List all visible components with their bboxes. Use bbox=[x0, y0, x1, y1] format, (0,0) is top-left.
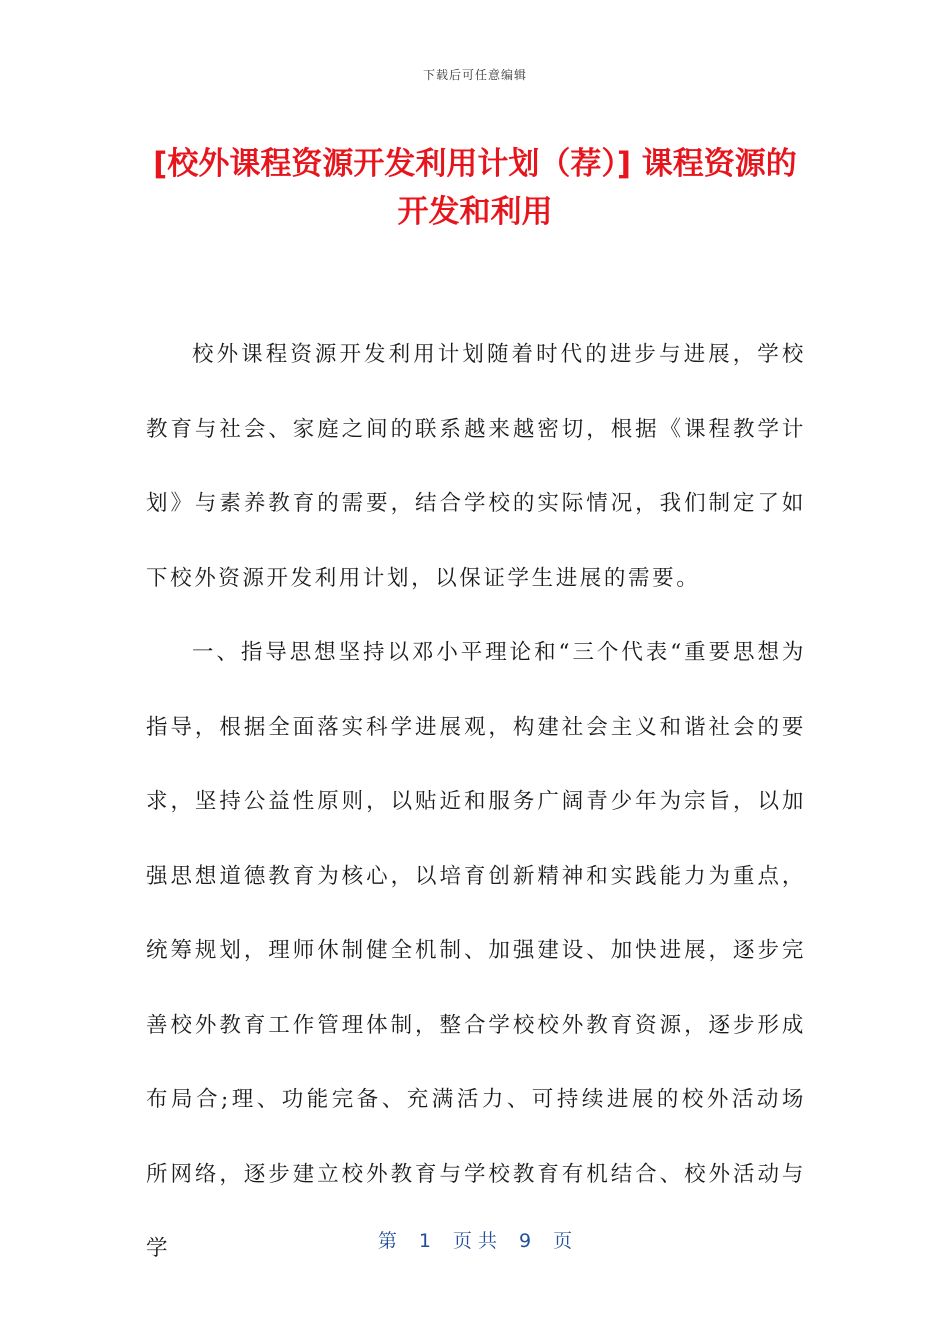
paragraph-guiding-ideology: 一、指导思想坚持以邓小平理论和“三个代表“重要思想为指导，根据全面落实科学进展观，构建社会主义和谐社会的要求，坚持公益性原则，以贴近和服务广阔青少年为宗旨，以加强思想道德教育为核心，以培育创新精神和实践能力为重点，统筹规划，理师休制健全机制、加强建设、加快进展，逐步完善校外教育工作管理体制，整合学校校外教育资源，逐步形成布局合;理、功能完备、充满活力、可持续进展的校外活动场所网络，逐步建立校外教育与学校教育有机结合、校外活动与学 bbox=[146, 640, 806, 1261]
footer-prefix: 第 bbox=[377, 1230, 397, 1252]
header-note: 下载后可任意编辑 bbox=[422, 68, 527, 82]
document-body bbox=[146, 318, 806, 1287]
footer-suffix: 页 bbox=[553, 1230, 573, 1252]
page-footer bbox=[0, 1226, 950, 1253]
paragraph-intro: 校外课程资源开发利用计划随着时代的进步与进展，学校教育与社会、家庭之间的联系越来越密切，根据《课程教学计划》与素养教育的需要，结合学校的实际情况，我们制定了如下校外资源开发利用计划，以保证学生进展的需要。 bbox=[146, 342, 806, 591]
document-title: [校外课程资源开发利用计划（荐）] 课程资源的开发和利用 bbox=[153, 146, 797, 230]
footer-middle: 页 共 bbox=[452, 1230, 498, 1252]
total-pages-number: 9 bbox=[519, 1230, 532, 1252]
current-page-number: 1 bbox=[418, 1230, 431, 1252]
